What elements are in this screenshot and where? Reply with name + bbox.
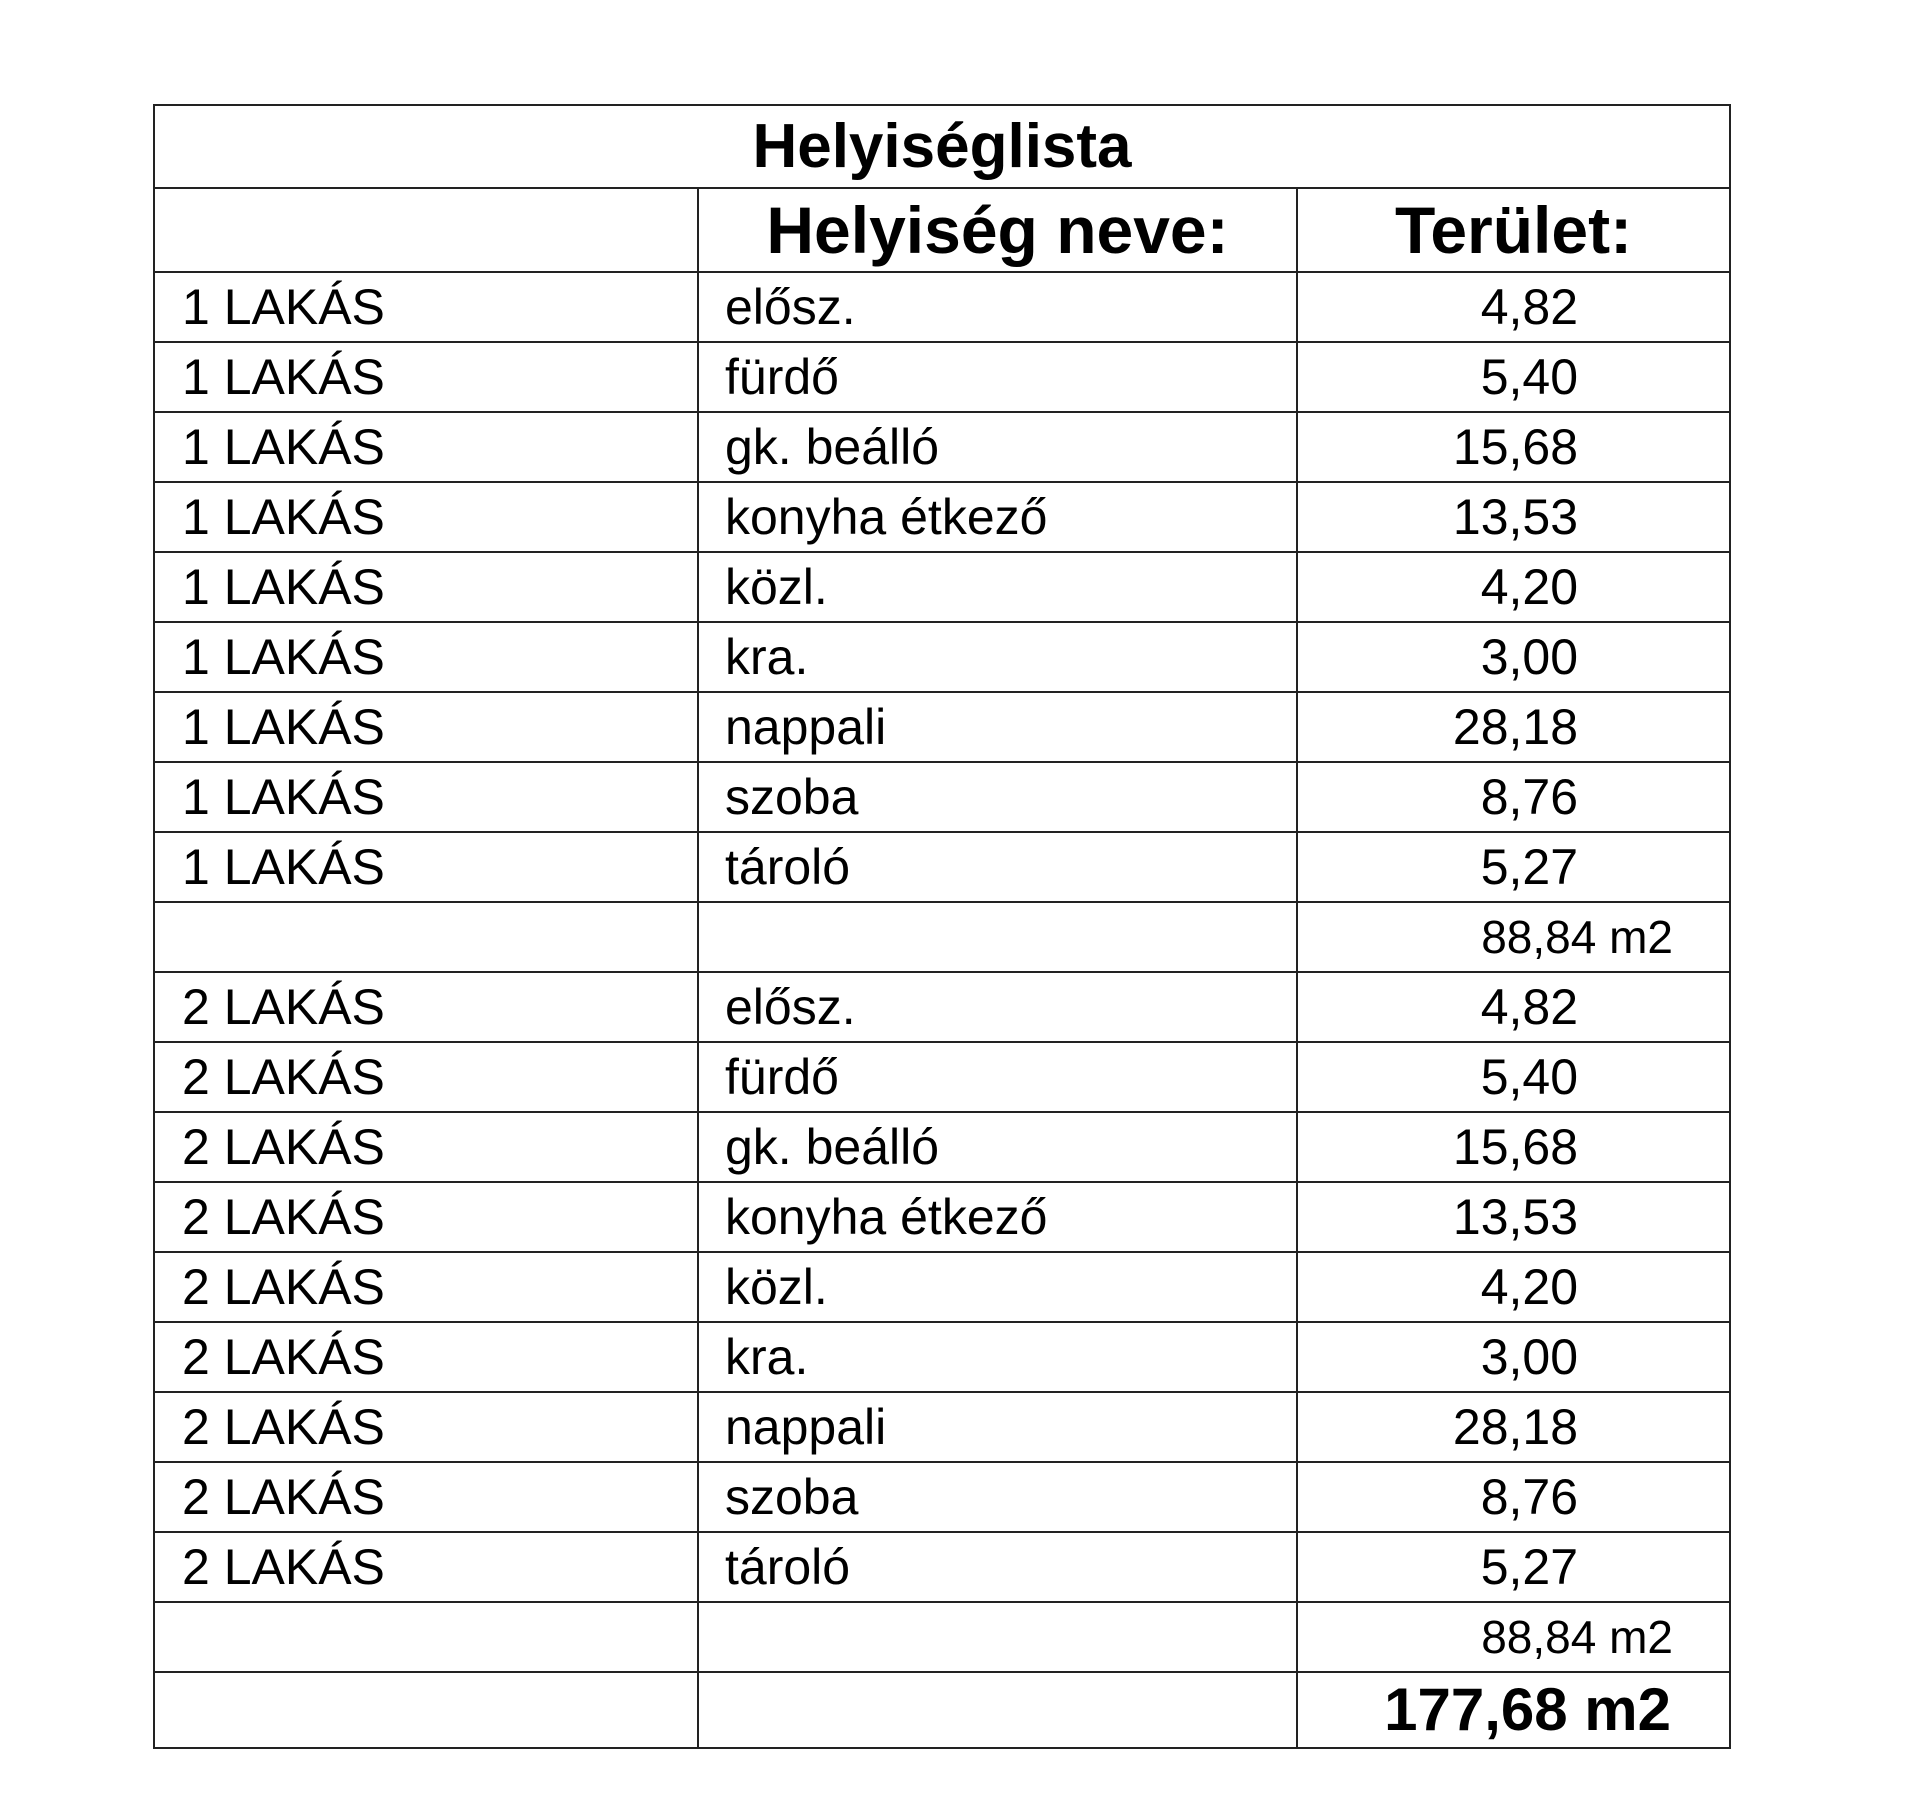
area-cell: 5,40 <box>1297 342 1729 412</box>
unit-cell: 1 LAKÁS <box>155 342 698 412</box>
room-name-cell: közl. <box>698 552 1297 622</box>
unit-cell: 1 LAKÁS <box>155 692 698 762</box>
area-cell: 13,53 <box>1297 1182 1729 1252</box>
area-cell: 8,76 <box>1297 762 1729 832</box>
table-row <box>155 622 1729 692</box>
unit-cell: 2 LAKÁS <box>155 1112 698 1182</box>
area-cell: 8,76 <box>1297 1462 1729 1532</box>
unit-cell: 1 LAKÁS <box>155 552 698 622</box>
header-room-name: Helyiség neve: <box>698 188 1297 272</box>
area-cell: 3,00 <box>1297 622 1729 692</box>
table-row <box>155 1182 1729 1252</box>
unit-cell: 2 LAKÁS <box>155 972 698 1042</box>
area-cell: 15,68 <box>1297 1112 1729 1182</box>
empty-cell <box>155 902 698 972</box>
room-name-cell: kra. <box>698 1322 1297 1392</box>
area-cell: 28,18 <box>1297 692 1729 762</box>
table-row <box>155 972 1729 1042</box>
header-unit <box>155 188 698 272</box>
table-row <box>155 552 1729 622</box>
area-cell: 5,27 <box>1297 832 1729 902</box>
room-name-cell: konyha étkező <box>698 1182 1297 1252</box>
empty-cell <box>698 1602 1297 1672</box>
room-name-cell: elősz. <box>698 972 1297 1042</box>
unit-cell: 1 LAKÁS <box>155 832 698 902</box>
table-row <box>155 1252 1729 1322</box>
table-row <box>155 692 1729 762</box>
room-name-cell: tároló <box>698 832 1297 902</box>
area-cell: 4,20 <box>1297 552 1729 622</box>
subtotal-value: 88,84 m2 <box>1297 902 1729 972</box>
room-name-cell: elősz. <box>698 272 1297 342</box>
unit-cell: 1 LAKÁS <box>155 412 698 482</box>
room-list-table <box>155 106 1729 1747</box>
unit-cell: 2 LAKÁS <box>155 1532 698 1602</box>
unit-cell: 1 LAKÁS <box>155 272 698 342</box>
room-name-cell: fürdő <box>698 342 1297 412</box>
room-list-sheet <box>153 104 1731 1749</box>
unit-cell: 2 LAKÁS <box>155 1392 698 1462</box>
room-name-cell: tároló <box>698 1532 1297 1602</box>
area-cell: 13,53 <box>1297 482 1729 552</box>
room-name-cell: nappali <box>698 1392 1297 1462</box>
room-name-cell: kra. <box>698 622 1297 692</box>
area-cell: 15,68 <box>1297 412 1729 482</box>
title-row <box>155 106 1729 188</box>
unit-cell: 2 LAKÁS <box>155 1252 698 1322</box>
empty-cell <box>155 1602 698 1672</box>
table-row <box>155 342 1729 412</box>
table-row <box>155 1322 1729 1392</box>
table-body <box>155 272 1729 1747</box>
room-name-cell: nappali <box>698 692 1297 762</box>
unit-cell: 2 LAKÁS <box>155 1322 698 1392</box>
area-cell: 28,18 <box>1297 1392 1729 1462</box>
subtotal-value: 88,84 m2 <box>1297 1602 1729 1672</box>
table-row <box>155 762 1729 832</box>
area-cell: 4,82 <box>1297 972 1729 1042</box>
room-name-cell: fürdő <box>698 1042 1297 1112</box>
area-cell: 4,20 <box>1297 1252 1729 1322</box>
room-name-cell: gk. beálló <box>698 1112 1297 1182</box>
table-row <box>155 1462 1729 1532</box>
table-row <box>155 1532 1729 1602</box>
room-name-cell: konyha étkező <box>698 482 1297 552</box>
unit-cell: 2 LAKÁS <box>155 1462 698 1532</box>
area-cell: 3,00 <box>1297 1322 1729 1392</box>
unit-cell: 2 LAKÁS <box>155 1042 698 1112</box>
table-row <box>155 412 1729 482</box>
room-name-cell: szoba <box>698 762 1297 832</box>
table-row <box>155 482 1729 552</box>
unit-cell: 2 LAKÁS <box>155 1182 698 1252</box>
room-name-cell: gk. beálló <box>698 412 1297 482</box>
table-row <box>155 1112 1729 1182</box>
table-title: Helyiséglista <box>155 106 1729 188</box>
header-area: Terület: <box>1297 188 1729 272</box>
table-row <box>155 1392 1729 1462</box>
unit-cell: 1 LAKÁS <box>155 482 698 552</box>
area-cell: 4,82 <box>1297 272 1729 342</box>
empty-cell <box>698 1672 1297 1747</box>
header-row <box>155 188 1729 272</box>
total-value: 177,68 m2 <box>1297 1672 1729 1747</box>
table-row <box>155 1042 1729 1112</box>
table-row <box>155 272 1729 342</box>
empty-cell <box>698 902 1297 972</box>
unit-cell: 1 LAKÁS <box>155 762 698 832</box>
room-name-cell: közl. <box>698 1252 1297 1322</box>
empty-cell <box>155 1672 698 1747</box>
room-name-cell: szoba <box>698 1462 1297 1532</box>
subtotal-row <box>155 1602 1729 1672</box>
total-row <box>155 1672 1729 1747</box>
subtotal-row <box>155 902 1729 972</box>
area-cell: 5,27 <box>1297 1532 1729 1602</box>
table-row <box>155 832 1729 902</box>
area-cell: 5,40 <box>1297 1042 1729 1112</box>
unit-cell: 1 LAKÁS <box>155 622 698 692</box>
